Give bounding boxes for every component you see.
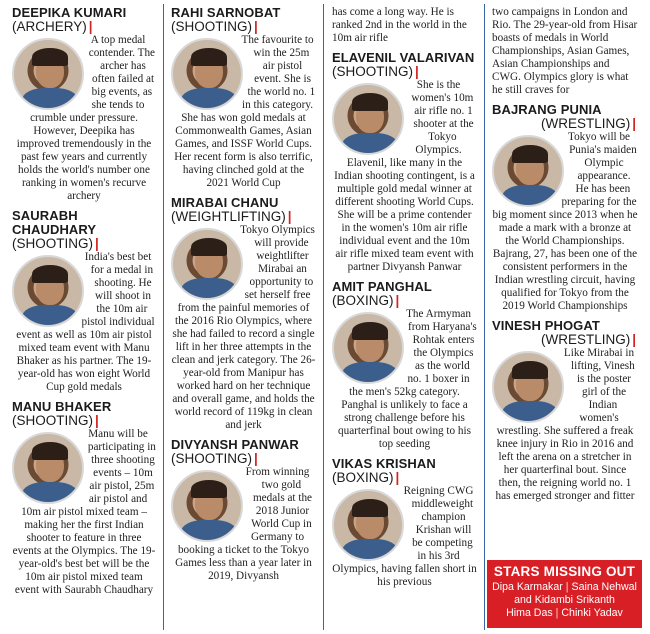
athlete-mirabai-chanu — [171, 196, 316, 432]
athlete-name: VINESH PHOGAT — [492, 318, 600, 333]
athlete-sport: (SHOOTING) — [12, 236, 93, 251]
athlete-sport: (ARCHERY) — [12, 19, 87, 34]
athlete-description: Like Mirabai in lifting, Vinesh is the poster girl of the Indian women's wrestling. She suffered a freak knee injury in Rio in 2016 and left the arena on a stretcher in her quarterfinal bout. Since then, the reigning world no. 1 has emerged stronger and fitter — [495, 347, 635, 502]
separator-bar: | — [395, 293, 400, 308]
athlete-name: MANU BHAKER — [12, 399, 112, 414]
missing-names-list — [492, 581, 637, 620]
athlete-sport: (SHOOTING) — [12, 413, 93, 428]
separator-bar: | — [632, 116, 636, 131]
separator-bar: | — [95, 236, 99, 251]
separator-bar: | — [254, 19, 258, 34]
athlete-sport: (WRESTLING) — [540, 332, 631, 347]
athlete-name: DIVYANSH PANWAR — [171, 437, 299, 452]
separator-bar: | — [254, 451, 258, 466]
athlete-vikas-krishan — [332, 457, 477, 589]
athlete-sport: (WRESTLING) — [540, 116, 631, 131]
athlete-photo — [332, 489, 404, 561]
athlete-photo — [332, 83, 404, 155]
athlete-saurabh-chaudhary — [12, 209, 156, 394]
missing-name: and Kidambi Srikanth — [514, 594, 615, 606]
athlete-sport: (SHOOTING) — [332, 64, 413, 79]
continued-text: two campaigns in London and Rio. The 29-year-old from Hisar boasts of medals in World Championships, Asian Games, Asian Championships and CWG. Olympics glory is what he still craves for — [492, 6, 638, 96]
athlete-photo — [12, 38, 84, 110]
athlete-sport: (BOXING) — [332, 293, 394, 308]
athlete-name: RAHI SARNOBAT — [171, 5, 281, 20]
athlete-elavenil-valarivan — [332, 51, 477, 274]
athlete-name: DEEPIKA KUMARI — [12, 5, 127, 20]
separator-bar: | — [415, 64, 419, 79]
athlete-description: India's best bet for a medal in shooting. He will shoot in the 10m air pistol individual event as well as 10m air pistol mixed team event with Manu Bhaker as his partner. The 19-year-old has won eight World Cup gold medals — [16, 251, 155, 393]
missing-name: Chinki Yadav — [561, 607, 623, 619]
athlete-vinesh-phogat — [492, 319, 638, 503]
athlete-photo — [12, 255, 84, 327]
separator-bar: | — [95, 413, 99, 428]
athlete-description: Reigning CWG middleweight champion Krishan will be competing in his 3rd Olympics, having fallen short in his previous — [332, 485, 477, 588]
athlete-sport: (BOXING) — [332, 470, 394, 485]
athlete-description: Tokyo will be Punia's maiden Olympic appearance. He has been preparing for the big moment since 2013 when he made a mark with a bronze at the World Championships. Bajrang, 27, has been one of the consistent performers in the Indian wrestling circuit, having qualified for Tokyo from the 2019 World Championships — [492, 131, 638, 312]
athlete-name: SAURABH CHAUDHARY — [12, 208, 97, 237]
athlete-description: The favourite to win the 25m air pistol event. She is the world no. 1 in this category. She has won gold medals at Commonwealth Games, Asian Games, and ISSF World Cups. Her recent form is also terrific, having clinched gold at the 2021 World Cup — [174, 34, 316, 189]
athlete-photo — [171, 38, 243, 110]
athlete-photo — [171, 228, 243, 300]
athlete-deepika-kumari — [12, 6, 156, 203]
column-1 — [6, 0, 162, 628]
athlete-photo — [12, 432, 84, 504]
separator-bar: | — [395, 470, 400, 485]
athlete-description: From winning two gold medals at the 2018 Junior World Cup in Germany to booking a ticket to the Tokyo Games less than a year later in 2019, Divyansh — [175, 466, 313, 582]
athlete-name: ELAVENIL VALARIVAN — [332, 50, 475, 65]
missing-name: Dipa Karmakar — [492, 581, 563, 593]
column-divider — [163, 4, 164, 630]
missing-name: Saina Nehwal — [571, 581, 637, 593]
stars-missing-out-box — [487, 560, 642, 628]
separator-bar: | — [565, 581, 569, 593]
athlete-description: A top medal contender. The archer has often failed at big events, as she tends to crumble under pressure. However, Deepika has improved tremendously in the past few years and currently holds the world's number one ranking in women's recurve archery — [16, 34, 156, 202]
separator-bar: | — [632, 332, 636, 347]
athlete-description: Manu will be participating in three shooting events – 10m air pistol, 25m air pistol and 10m air pistol mixed team – making her the first Indian shooter to feature in three events at the Olympics. The 19-year-old's best bet will be the 10m air pistol mixed team event with Saurabh Chaudhary — [12, 428, 156, 596]
column-3 — [326, 0, 483, 628]
separator-bar: | — [88, 19, 93, 34]
separator-bar: | — [555, 607, 559, 619]
athlete-divyansh-panwar — [171, 438, 316, 583]
athlete-amit-panghal — [332, 280, 477, 451]
athlete-sport: (WEIGHTLIFTING) — [171, 209, 286, 224]
athlete-description: The Armyman from Haryana's Rohtak enters the Olympics as the world no. 1 boxer in the men's 52kg category. Panghal is unlikely to face a strong challenge before his quarterfinal bout owing to his top seeding — [338, 308, 477, 450]
athlete-name: MIRABAI CHANU — [171, 195, 279, 210]
continued-text: has come a long way. He is ranked 2nd in the world in the 10m air rifle — [332, 6, 467, 44]
athlete-sport: (SHOOTING) — [171, 451, 252, 466]
separator-bar: | — [287, 209, 292, 224]
athlete-sport: (SHOOTING) — [171, 19, 252, 34]
athlete-name: BAJRANG PUNIA — [492, 102, 602, 117]
missing-name: Hima Das — [506, 607, 553, 619]
athlete-photo — [332, 312, 404, 384]
athlete-name: AMIT PANGHAL — [332, 279, 432, 294]
column-divider — [484, 4, 485, 630]
athlete-rahi-sarnobat — [171, 6, 316, 190]
athlete-description: Tokyo Olympics will provide weightlifter Mirabai an opportunity to set herself free from the painful memories of the 2016 Rio Olympics, where she had failed to record a single lift in her three attempts in the clean and jerk category. The 26-year-old from Manipur has worked hard on her technique and overall game, and holds the world record of 119kg in clean and jerk — [171, 224, 316, 431]
athlete-photo — [492, 351, 564, 423]
athlete-manu-bhaker — [12, 400, 156, 597]
athlete-name: VIKAS KRISHAN — [332, 456, 436, 471]
stars-missing-out-title: STARS MISSING OUT — [493, 564, 636, 579]
column-divider — [323, 4, 324, 630]
athlete-description: She is the women's 10m air rifle no. 1 shooter at the Tokyo Olympics. Elavenil, like many in the Indian shooting contingent, is a multiple gold medal winner at different shooting World Cups. She will be a prime contender in the women's 10m air rifle individual event and the 10m air rifle mixed team event with partner Divyansh Panwar — [334, 79, 475, 273]
column-2 — [165, 0, 322, 628]
athlete-photo — [171, 470, 243, 542]
athlete-bajrang-punia — [492, 103, 638, 313]
column-4 — [486, 0, 644, 628]
athlete-photo — [492, 135, 564, 207]
